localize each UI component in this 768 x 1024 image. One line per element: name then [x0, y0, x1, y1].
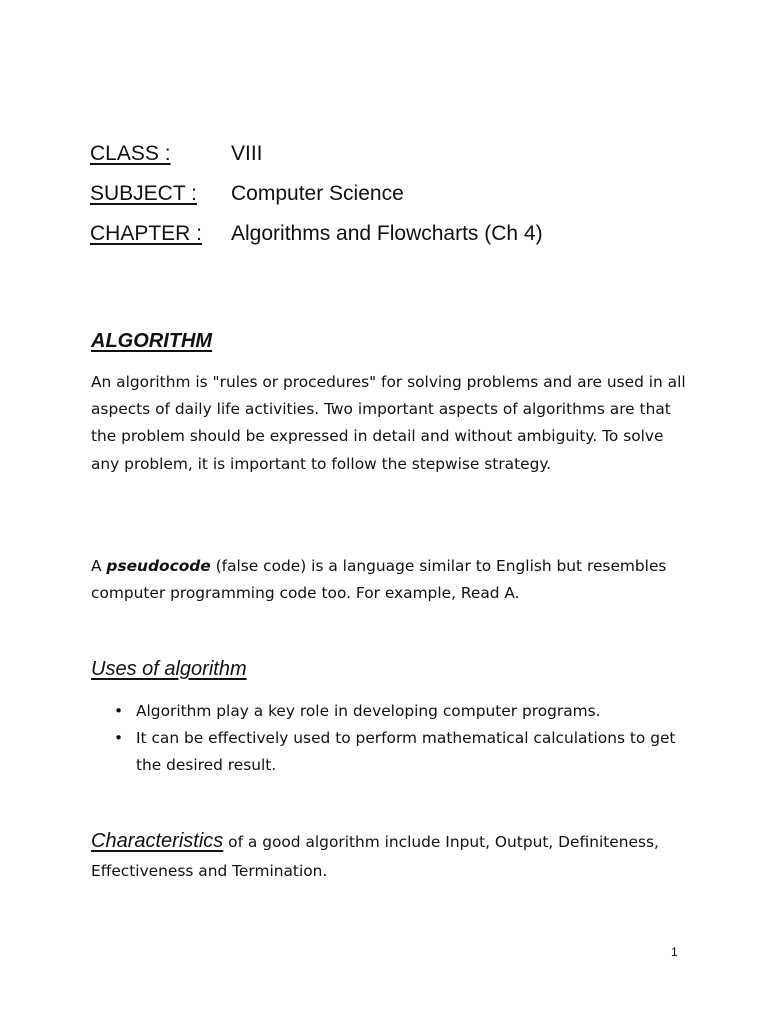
chapter-value: Algorithms and Flowcharts (Ch 4)	[231, 222, 543, 245]
list-item-text: Algorithm play a key role in developing computer programs.	[136, 702, 601, 720]
algorithm-heading: ALGORITHM	[91, 330, 213, 352]
characteristics-description: of a good algorithm include Input, Output, Definiteness, Effectiveness and Termination.	[91, 833, 659, 880]
pseudocode-paragraph	[91, 553, 691, 607]
pseudocode-term: pseudocode	[106, 557, 211, 575]
characteristics-paragraph	[91, 827, 691, 886]
subject-row	[90, 174, 543, 214]
class-value: VIII	[231, 142, 263, 165]
class-row	[90, 134, 543, 174]
uses-heading: Uses of algorithm	[91, 658, 247, 680]
class-label: CLASS :	[90, 142, 171, 165]
algorithm-definition-paragraph: An algorithm is "rules or procedures" for solving problems and are used in all aspects of daily life activities. Two important aspects of algorithms are that the problem should be expressed in detail and without ambiguity. To solve any problem, it is important to follow the stepwise strategy.	[91, 373, 686, 473]
list-item	[91, 725, 691, 779]
subject-value: Computer Science	[231, 182, 404, 205]
bullet-icon: •	[114, 729, 124, 748]
document-header	[90, 134, 543, 254]
pseudocode-description: (false code) is a language similar to English but resembles computer programming code too. For example, Read A.	[91, 557, 667, 603]
page-number: 1	[671, 945, 678, 959]
list-item	[91, 698, 691, 725]
pseudocode-prefix: A	[91, 557, 107, 575]
subject-label: SUBJECT :	[90, 182, 197, 205]
list-item-text: It can be effectively used to perform mathematical calculations to get the desired result.	[136, 729, 676, 775]
chapter-label: CHAPTER :	[90, 222, 203, 245]
bullet-icon: •	[114, 702, 124, 720]
characteristics-term: Characteristics	[91, 830, 224, 852]
uses-list	[91, 698, 691, 780]
chapter-row	[90, 214, 543, 254]
